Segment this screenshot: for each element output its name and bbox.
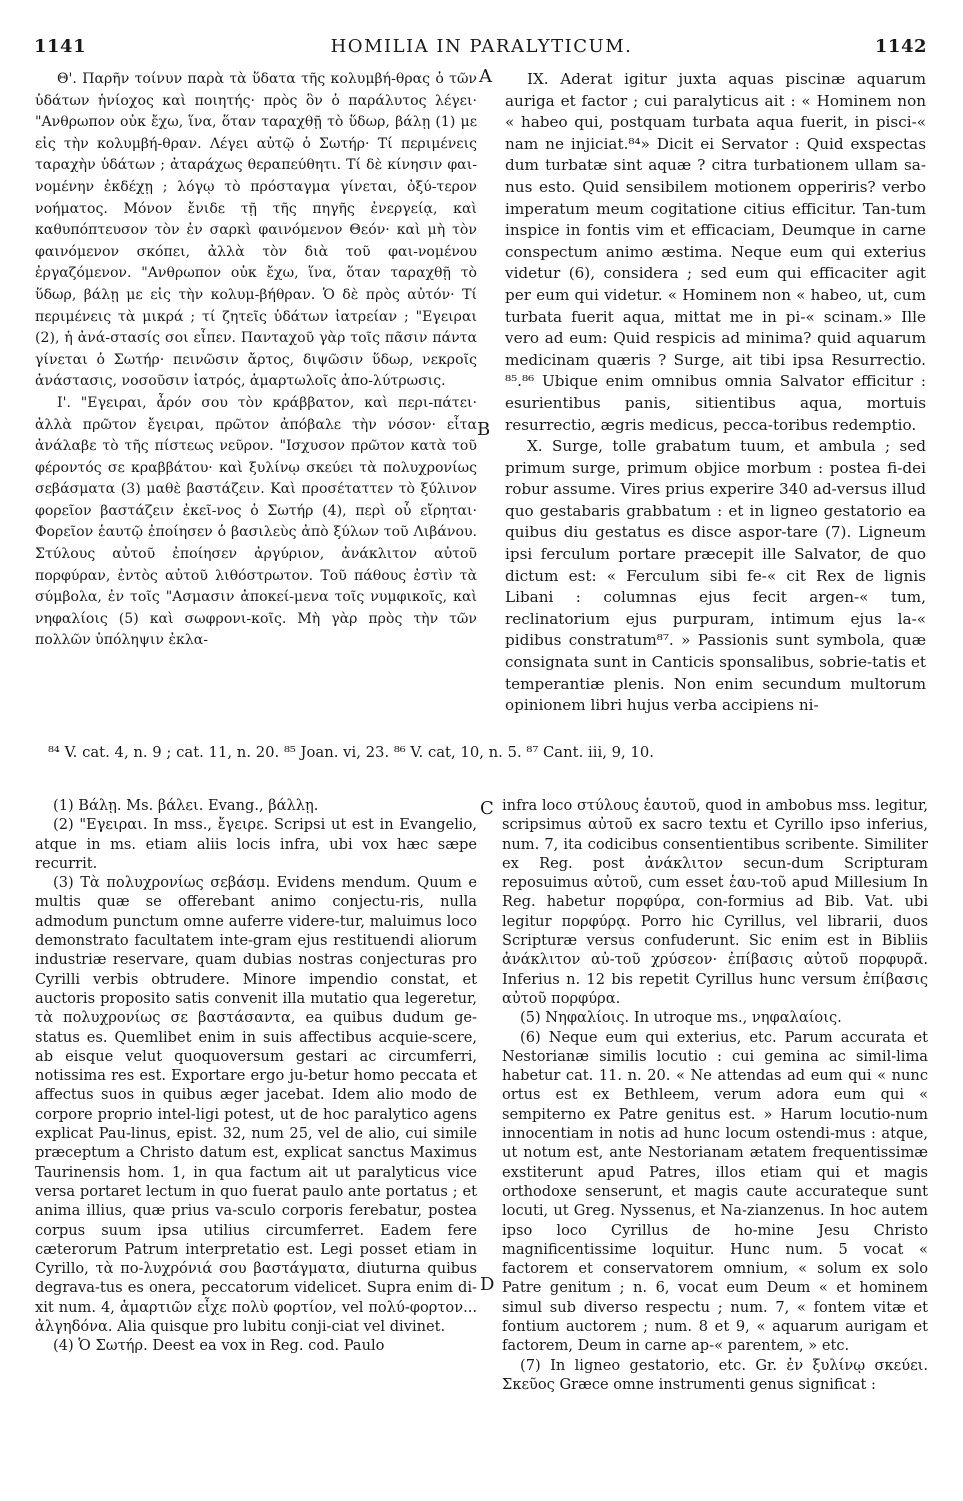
note-2: (2) "Εγειραι. In mss., ἔγειρε. Scripsi ut est in Evangelio, atque in ms. etiam aliis locis infra, ubi vox hæc sæpe recurrit. (35, 816, 477, 872)
page-header (0, 36, 963, 62)
page-number-right: 1142 (874, 36, 927, 57)
latin-paragraph-x: X. Surge, tolle grabatum tuum, et ambula ; sed primum surge, primum objice morbum : postea fi-dei robur assume. Vires prius experire 340 ad-versus illud quo gestabaris grabbatum : et in ligneo gestatorio ea quibus diu gestatus es disce aspor-tare (7). Ligneum ipsi ferculum portare præcepit ille Salvator, de quo dictum est: « Ferculum sibi fe-« cit Rex de lignis Libani : columnas ejus fecit argen-« tum, reclinatorium ejus purpuram, intimum ejus la-« pidibus constratum⁸⁷. » Passionis sunt symbola, quæ consignata sunt in Canticis sponsalibus, sobrie-tatis et temperantiæ plenis. Non enim secundum multorum opinionem libri hujus verba accipiens ni- (505, 437, 926, 715)
running-title: HOMILIA IN PARALYTICUM. (330, 36, 633, 57)
margin-letter-d: D (480, 1274, 495, 1295)
margin-letter-c: C (480, 798, 494, 819)
margin-letter-a: A (479, 66, 492, 87)
page-number-left: 1141 (34, 36, 87, 57)
scripture-references: ⁸⁴ V. cat. 4, n. 9 ; cat. 11, n. 20. ⁸⁵ Joan. vi, 23. ⁸⁶ V. cat, 10, n. 5. ⁸⁷ Cant. iii, 9, 10. (48, 744, 654, 761)
note-6: (6) Neque eum qui exterius, etc. Parum accurata et Nestorianæ similis locutio : cui gemina ac simil-lima habetur cat. 11. n. 20. « Ne attendas ad eum qui « nunc ortus est ex Bethleem, verum adora eum qui « sempiterno ex Patre genitus est. » Harum locutio-num innocentiam in notis ad hunc locum ostendi-mus : atque, ut notum est, ante Nestorianam ætatem frequentissimæ exstiterunt apud Patres, illos etiam qui et magis orthodoxe senserunt, et magis caute accurateque sunt locuti, ut Greg. Nyssenus, et Na-zianzenus. In hoc autem ipso loco Cyrillus de ho-mine Jesu Christo magnificentissime loquitur. Hunc num. 5 vocat « factorem et conservatorem omnium, « solum ex solo Patre genitum ; n. 6, vocat eum Deum « et hominem simul sub diverso respectu ; num. 7, « fontem vitæ et fontium auctorem ; num. 8 et 9, « aquarum aurigam et factorem, Deum in carne ap-« parentem, » etc. (502, 1028, 928, 1355)
latin-column (505, 69, 926, 717)
margin-letter-b: B (477, 419, 491, 440)
note-3: (3) Τὰ πολυχρονίως σεβάσμ. Evidens mendum. Quum e multis quæ se offerebant animo conjectu-ris, nulla admodum punctum omne auferre videre-tur, maluimus loco demonstrato facultatem inte-gram ejus restituendi aliorum industriæ reservare, quam dubias nostras conjecturas pro Cyrilli verbis obtrudere. Minore impendio constat, et auctoris proposito satis convenit illa mutatio qua legeretur, τὰ πολυχρονίως σε βαστάσαντα, ea quibus dudum ge-status es. Quemlibet enim in suis affectibus acquie-scere, ab eisque velut quoquoversum gestari ac circumferri, notissima res est. Exportare ergo ju-betur homo peccata et affectus suos in quibus æger jacebat. Idem alio modo de corpore proprio intel-ligi potest, ut de hoc paralytico agens explicat Pau-linus, epist. 32, num 25, vel de alio, cui simile præceptum a Christo datum est, explicat sanctus Maximus Taurinensis hom. 1, in qua factum ait ut paralyticus vice versa portaret lectum in quo fuerat paulo ante portatus ; et anima illius, quæ prius va-sculo corporis ferebatur, postea corpus suum ipsa utilius circumferret. Eadem fere cæterorum Patrum interpretatio est. Legi posset etiam in Cyrillo, τὰ πο-λυχρόνιά σου βαστάγματα, diuturna quibus degrava-tus es onera, peccatorum videlicet. Supra enim di-xit num. 4, ἁμαρτιῶν εἶχε πολὺ φορτίον, vel πολύ-φορτον... ἀλγηδόνα. Alia quisque pro lubitu conji-ciat vel divinet. (35, 874, 477, 1336)
greek-paragraph-ix: Θ'. Παρῆν τοίνυν παρὰ τὰ ὕδατα τῆς κολυμβή-θρας ὁ τῶν ὑδάτων ἡνίοχος καὶ ποιητής· πρὸς ὃν ὁ παράλυτος λέγει· "Ανθρωπον οὐκ ἔχω, ἵνα, ὅταν ταραχθῇ τὸ ὕδωρ, βάλῃ (1) με εἰς τὴν κολυμβή-θραν. Λέγει αὐτῷ ὁ Σωτήρ· Τί περιμένεις ταραχὴν ὑδάτων ; ἀταράχως θεραπεύθητι. Τί δὲ κίνησιν φαι-νομένην ἐκδέχῃ ; λόγῳ τὸ πρόσταγμα γίνεται, ὀξύ-τερον νοήματος. Μόνον ἔνιδε τῇ τῆς πηγῆς ἐνεργείᾳ, καὶ καθυπόπτευσον τὸν ἐν σαρκὶ φαινόμενον Θεόν· καὶ μὴ τὸν φαινόμενον σκόπει, ἀλλὰ τὸν διὰ τοῦ φαι-νομένου ἐργαζόμενον. "Ανθρωπον οὐκ ἔχω, ἵνα, ὅταν ταραχθῇ τὸ ὕδωρ, βάλῃ με εἰς τὴν κολυμ-βήθραν. Ὁ δὲ πρὸς αὐτόν· Τί περιμένεις τὰ μικρά ; τί ζητεῖς ὑδάτων ἰατρείαν ; "Εγειραι (2), ἡ ἀνά-στασίς σοι εἶπεν. Πανταχοῦ γὰρ τοῖς πᾶσιν πάντα γίνεται ὁ Σωτήρ· πεινῶσιν ἄρτος, διψῶσιν ὕδωρ, νεκροῖς ἀνάστασις, νοσοῦσιν ἰατρός, ἁμαρτωλοῖς ἀπο-λύτρωσις. (35, 71, 477, 390)
greek-column (35, 69, 477, 652)
notes-left-column (35, 796, 477, 1356)
note-5: (5) Νηφαλίοις. In utroque ms., νηφαλαίοις. (520, 1009, 842, 1027)
notes-right-column (502, 796, 928, 1394)
note-4-continued: infra loco στύλους ἑαυτοῦ, quod in ambobus mss. legitur, scripsimus αὐτοῦ ex sacro textu et Cyrillo ipso inferius, num. 7, ita codicibus consentientibus scribente. Similiter ex Reg. post ἀνάκλιτον secun-dum Scripturam reposuimus αὐτοῦ, cum esset ἑαυ-τοῦ apud Millesium In Reg. habetur πορφύρα, con-formius ad Bib. Vat. ubi legitur πορφύρᾳ. Porro hic Cyrillus, vel librarii, duos Scripturæ versus confuderunt. Sic enim est in Bibliis ἀνάκλιτον αὐ-τοῦ χρύσεον· ἐπίβασις αὐτοῦ πορφυρᾶ. Inferius n. 12 bis repetit Cyrillus hunc versum ἐπίβασις αὐτοῦ πορφύρα. (502, 797, 928, 1007)
latin-paragraph-ix: IX. Aderat igitur juxta aquas piscinæ aquarum auriga et factor ; cui paralyticus ait : « Hominem non « habeo qui, postquam turbata aqua fuerit, in pisci-« nam ne injiciat.⁸⁴» Dicit ei Servator : Quid exspectas dum turbatæ sint aquæ ? citra turbationem ullam sa-nus esto. Quid sensibilem motionem opperiris? verbo imperatum meum cogitatione citius efficitur. Tan-tum inspice in fontis vim et efficaciam, Deumque in carne conspectum animo æstima. Neque eum qui exterius videtur (6), considera ; sed eum qui efficaciter agit per eum qui videtur. « Hominem non « habeo, ut, cum turbata fuerit aqua, mittat me in pi-« scinam.» Ille vero ad eum: Quid respicis ad minima? quid aquarum medicinam quæris ? Surge, ait tibi ipsa Resurrectio. ⁸⁵.⁸⁶ Ubique enim omnibus omnia Salvator efficitur : esurientibus panis, sitientibus aqua, mortuis resurrectio, ægris medicus, pecca-toribus redemptio. (505, 70, 926, 434)
note-1: (1) Βάλῃ. Ms. βάλει. Evang., βάλλῃ. (53, 797, 319, 814)
note-4: (4) Ὁ Σωτήρ. Deest ea vox in Reg. cod. Paulo (53, 1337, 385, 1355)
note-7: (7) In ligneo gestatorio, etc. Gr. ἐν ξυλίνῳ σκεύει. Σκεῦος Græce omne instrumenti genus significat : (502, 1356, 928, 1393)
greek-paragraph-x: Ι'. "Εγειραι, ἆρόν σου τὸν κράββατον, καὶ περι-πάτει· ἀλλὰ πρῶτον ἔγειραι, πρῶτον ἀπόβαλε τὴν νόσον· εἶτα ἀνάλαβε τὸ τῆς πίστεως νεῦρον. "Ισχυσον πρῶτον κατὰ τοῦ φέροντός σε κραββάτου· καὶ ξυλίνῳ σκεύει τὰ πολυχρονίως σεβάσματα (3) μαθὲ βαστάζειν. Καὶ προσέταττεν τὸ ξύλινον φορεῖον βαστάζειν ἐκεῖ-νος ὁ Σωτήρ (4), περὶ οὗ εἴρηται· Φορεῖον ἑαυτῷ ἐποίησεν ὁ βασιλεὺς ἀπὸ ξύλων τοῦ Λιβάνου. Στύλους αὐτοῦ ἐποίησεν ἀργύριον, ἀνάκλιτον αὐτοῦ πορφύραν, ἐντὸς αὐτοῦ λιθόστρωτον. Τοῦ πάθους ἐστὶν τὰ σύμβολα, ἐν τοῖς "Ασμασιν ἀποκεί-μενα τοῖς νυμφικοῖς, καὶ νηφαλίοις (5) καὶ σωφρονι-κοῖς. Μὴ γὰρ πρὸς τὴν τῶν πολλῶν ὑπόληψιν ἐκλα- (35, 394, 477, 649)
